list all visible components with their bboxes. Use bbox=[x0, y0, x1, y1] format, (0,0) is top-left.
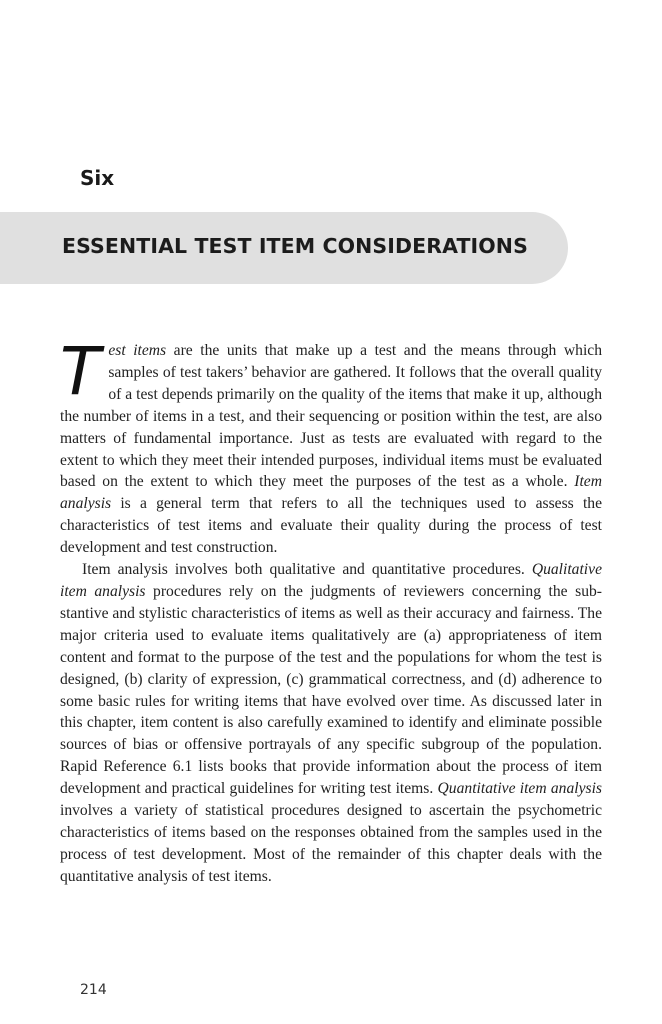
paragraph-2-segment: Quantitative item analysis bbox=[437, 780, 602, 798]
chapter-number: Six bbox=[80, 166, 115, 190]
paragraph-1 bbox=[60, 333, 603, 559]
paragraph-2-segment: Item analysis involves both qualitative and quantitative procedures. bbox=[82, 561, 532, 579]
body-text bbox=[60, 333, 603, 888]
paragraph-2-segment: Qualitative item analysis bbox=[60, 561, 602, 600]
chapter-title: ESSENTIAL TEST ITEM CONSIDERATIONS bbox=[62, 234, 528, 258]
paragraph-1-segment: est items bbox=[108, 342, 167, 359]
paragraph-2-segment: procedures rely on the judgments of reviewers concerning the substantive and stylistic characteristics of items as well as their accuracy and fairness. The major criteria used to evaluate items qualitatively are (a) appropriateness of item content and format to the purpose of the test and the populations for whom the test is designed, (b) clarity of expression, (c) grammatical correctness, and (d) adherence to some basic rules for writing items that have evolved over time. As discussed later in this chapter, item content is also carefully examined to identify and eliminate possible sources of bias or offensive portrayals of any specific subgroup of the population. Rapid Reference 6.1 lists books that provide information about the process of item development and practical guidelines for writing test items. bbox=[60, 582, 602, 798]
page-number: 214 bbox=[80, 982, 107, 998]
paragraph-1-segment: is a general term that refers to all the techniques used to assess the characteristics of test items and evaluate their quality during the process of test development and test construction. bbox=[60, 495, 602, 557]
drop-cap: T bbox=[60, 333, 101, 410]
paragraph-2 bbox=[60, 559, 602, 888]
paragraph-1-segment: are the units that make up a test and the means through which samples of test takers’ behavior are gathered. It follows that the overall quality of a test depends primarily on the quality of the items that make it up, although the number of items in a test, and their sequencing or position within the test, are also matters of fundamental importance. Just as tests are evaluated with regard to the extent to which they meet their intended purposes, individual items must be evaluated based on the extent to which they meet the purposes of the test as a whole. bbox=[60, 342, 603, 491]
paragraph-1-segment: Item analysis bbox=[60, 473, 602, 513]
chapter-title-band bbox=[0, 212, 568, 284]
paragraph-2-segment: involves a variety of statistical procedures designed to ascertain the psychometric characteristics of items based on the responses obtained from the samples used in the process of test development. Most of the remainder of this chapter deals with the quantitative analysis of test items. bbox=[60, 802, 602, 885]
